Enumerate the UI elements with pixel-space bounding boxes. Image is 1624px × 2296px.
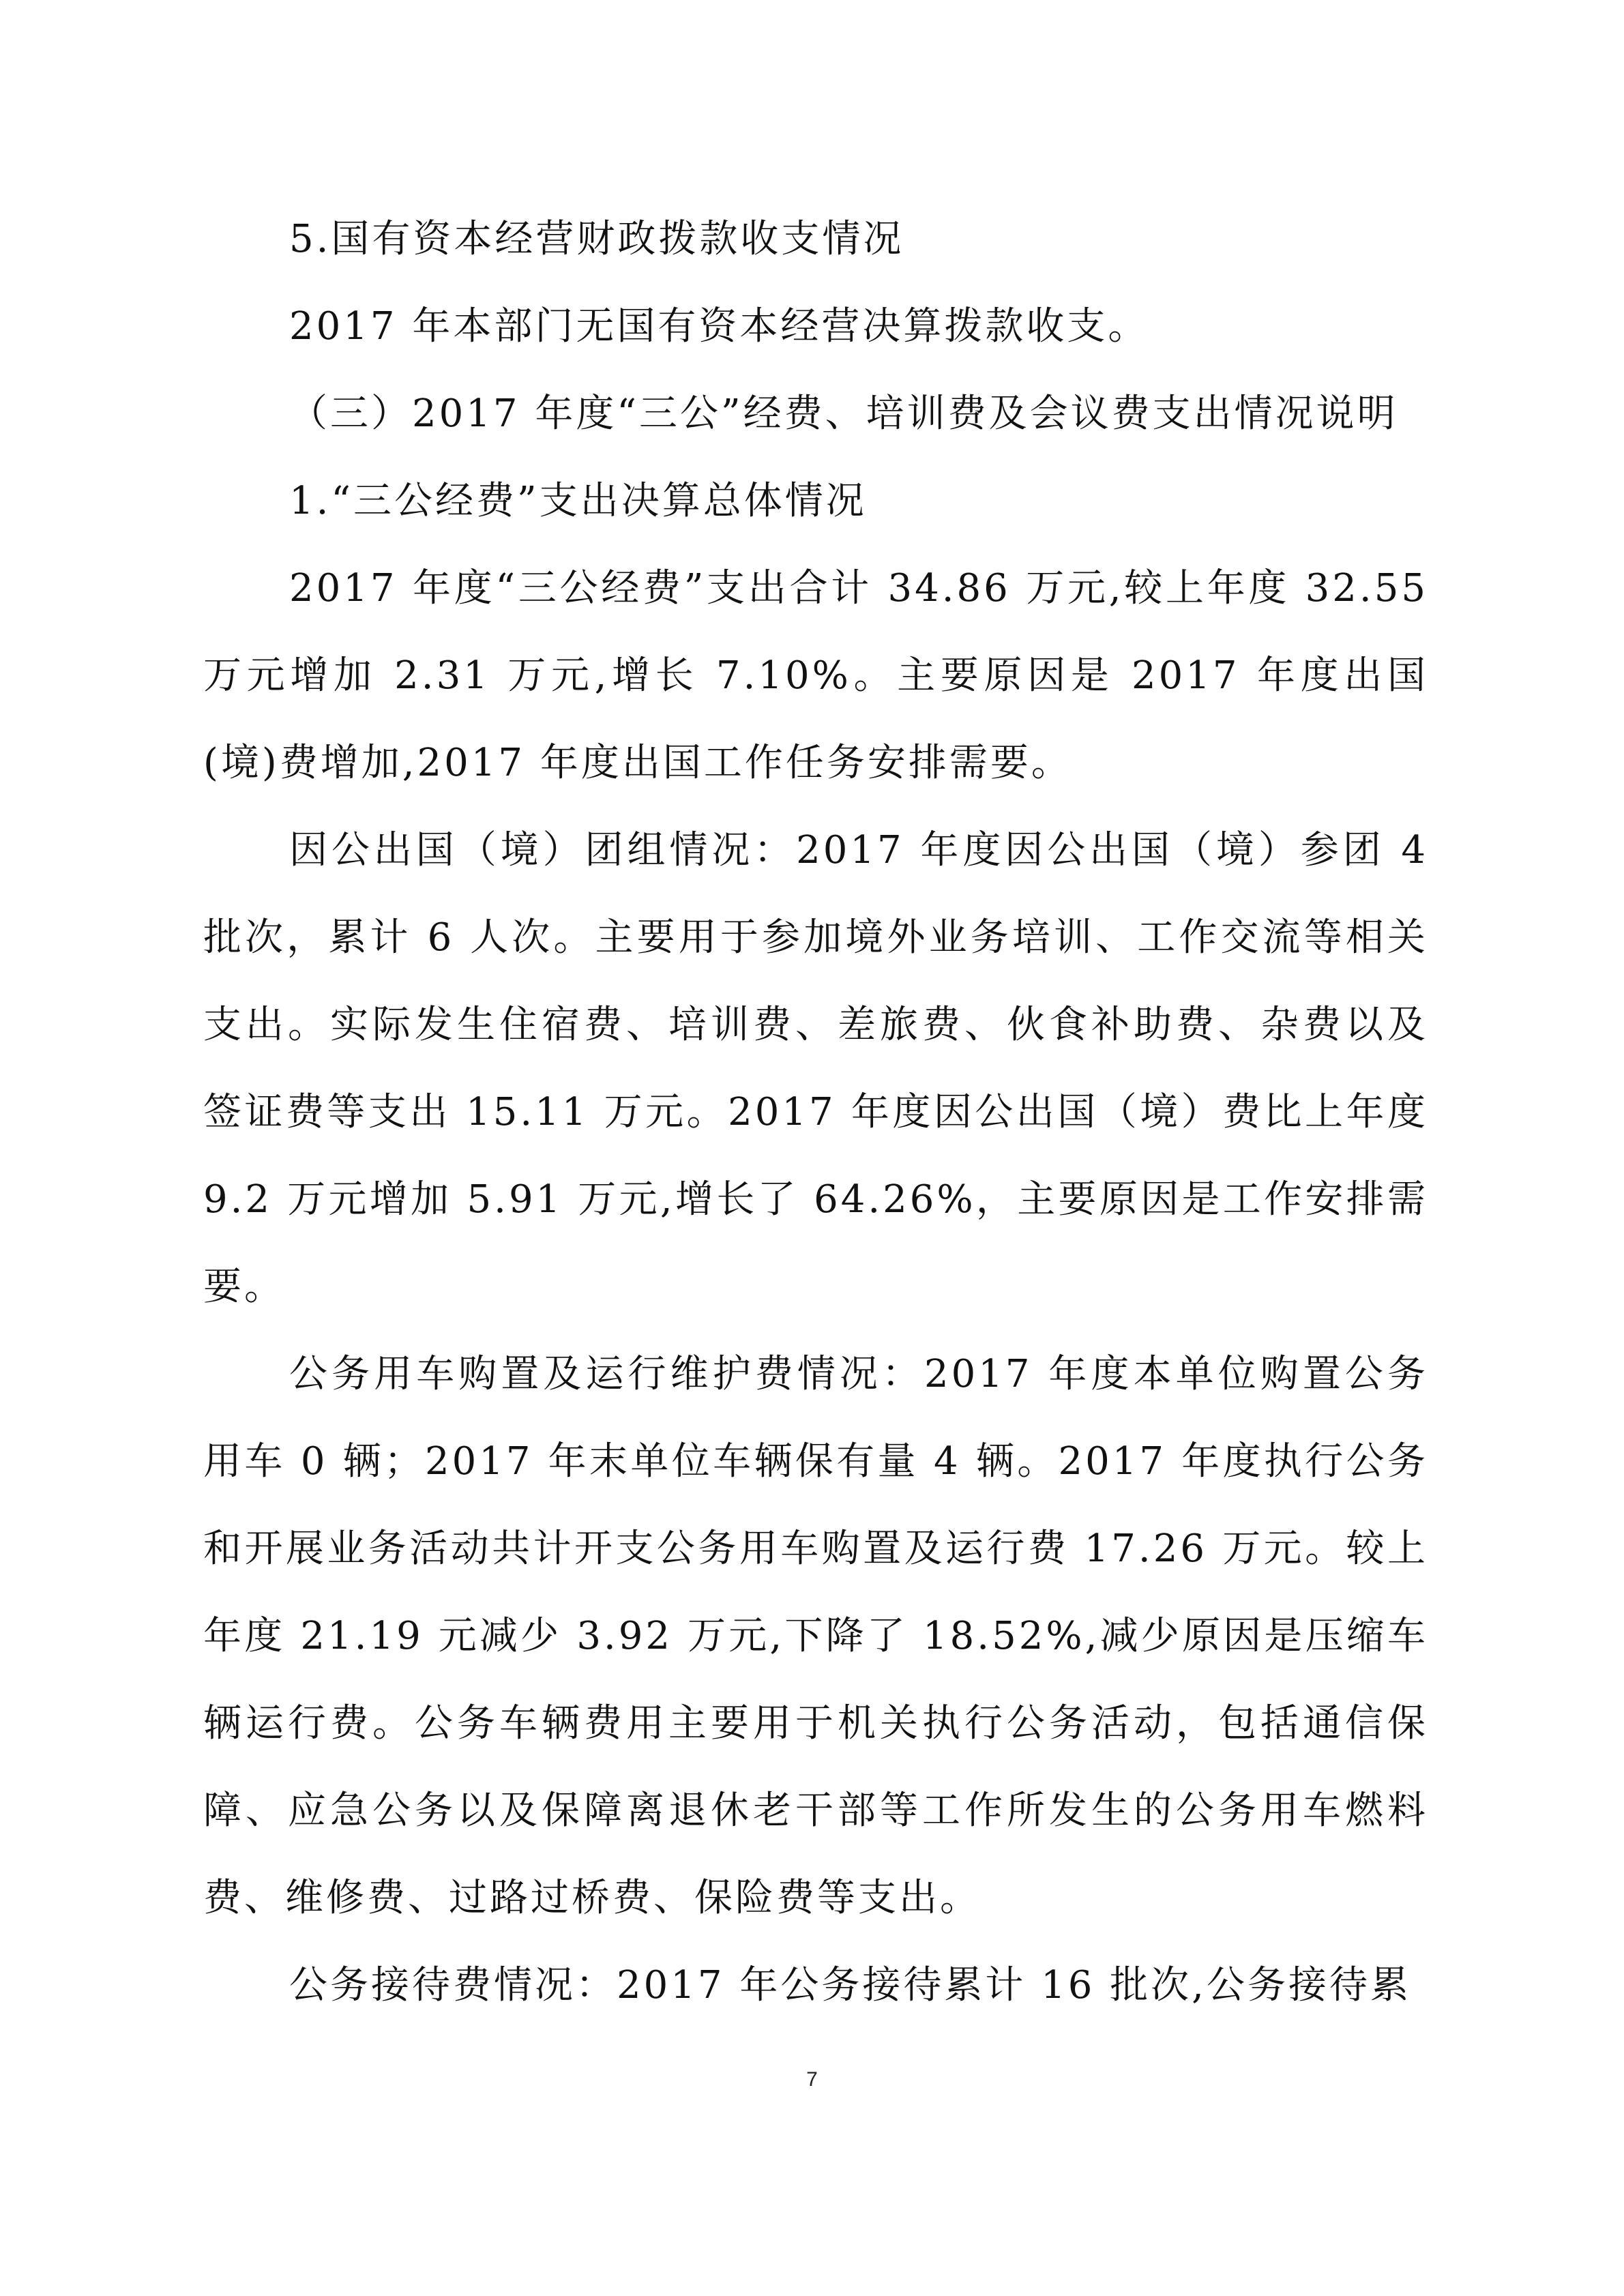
- paragraph-heading-overall: 1.“三公经费”支出决算总体情况: [289, 479, 867, 523]
- paragraph-official-reception: 公务接待费情况：2017 年公务接待累计 16 批次,公务接待累: [289, 1963, 1411, 2007]
- paragraph-overseas-trips: 因公出国（境）团组情况：2017 年度因公出国（境）参团 4 批次，累计 6 人次。主要用于参加境外业务培训、工作交流等相关支出。实际发生住宿费、培训费、差旅费、伙食补助费、杂费以及签证费等支出 15.11 万元。2017 年度因公出国（境）费比上年度 9.2 万元增加 5.91 万元,增长了 64.26%，主要原因是工作安排需要。: [203, 828, 1428, 1309]
- document-body: [203, 196, 1428, 2029]
- page-number: 7: [806, 2068, 818, 2091]
- paragraph-section-three-public-expenses: （三）2017 年度“三公”经费、培训费及会议费支出情况说明: [289, 392, 1398, 436]
- paragraph-no-state-capital: 2017 年本部门无国有资本经营决算拨款收支。: [289, 304, 1149, 349]
- paragraph-heading-state-capital: 5.国有资本经营财政拨款收支情况: [289, 217, 904, 261]
- paragraph-official-vehicles: 公务用车购置及运行维护费情况：2017 年度本单位购置公务用车 0 辆；2017 年末单位车辆保有量 4 辆。2017 年度执行公务和开展业务活动共计开支公务用车购置及运行费 17.26 万元。较上年度 21.19 元减少 3.92 万元,下降了 18.52%,减少原因是压缩车辆运行费。公务车辆费用主要用于机关执行公务活动，包括通信保障、应急公务以及保障离退休老干部等工作所发生的公务用车燃料费、维修费、过路过桥费、保险费等支出。: [203, 1352, 1428, 1920]
- paragraph-overall-expenses: 2017 年度“三公经费”支出合计 34.86 万元,较上年度 32.55 万元增加 2.31 万元,增长 7.10%。主要原因是 2017 年度出国(境)费增加,2017 年度出国工作任务安排需要。: [203, 566, 1428, 785]
